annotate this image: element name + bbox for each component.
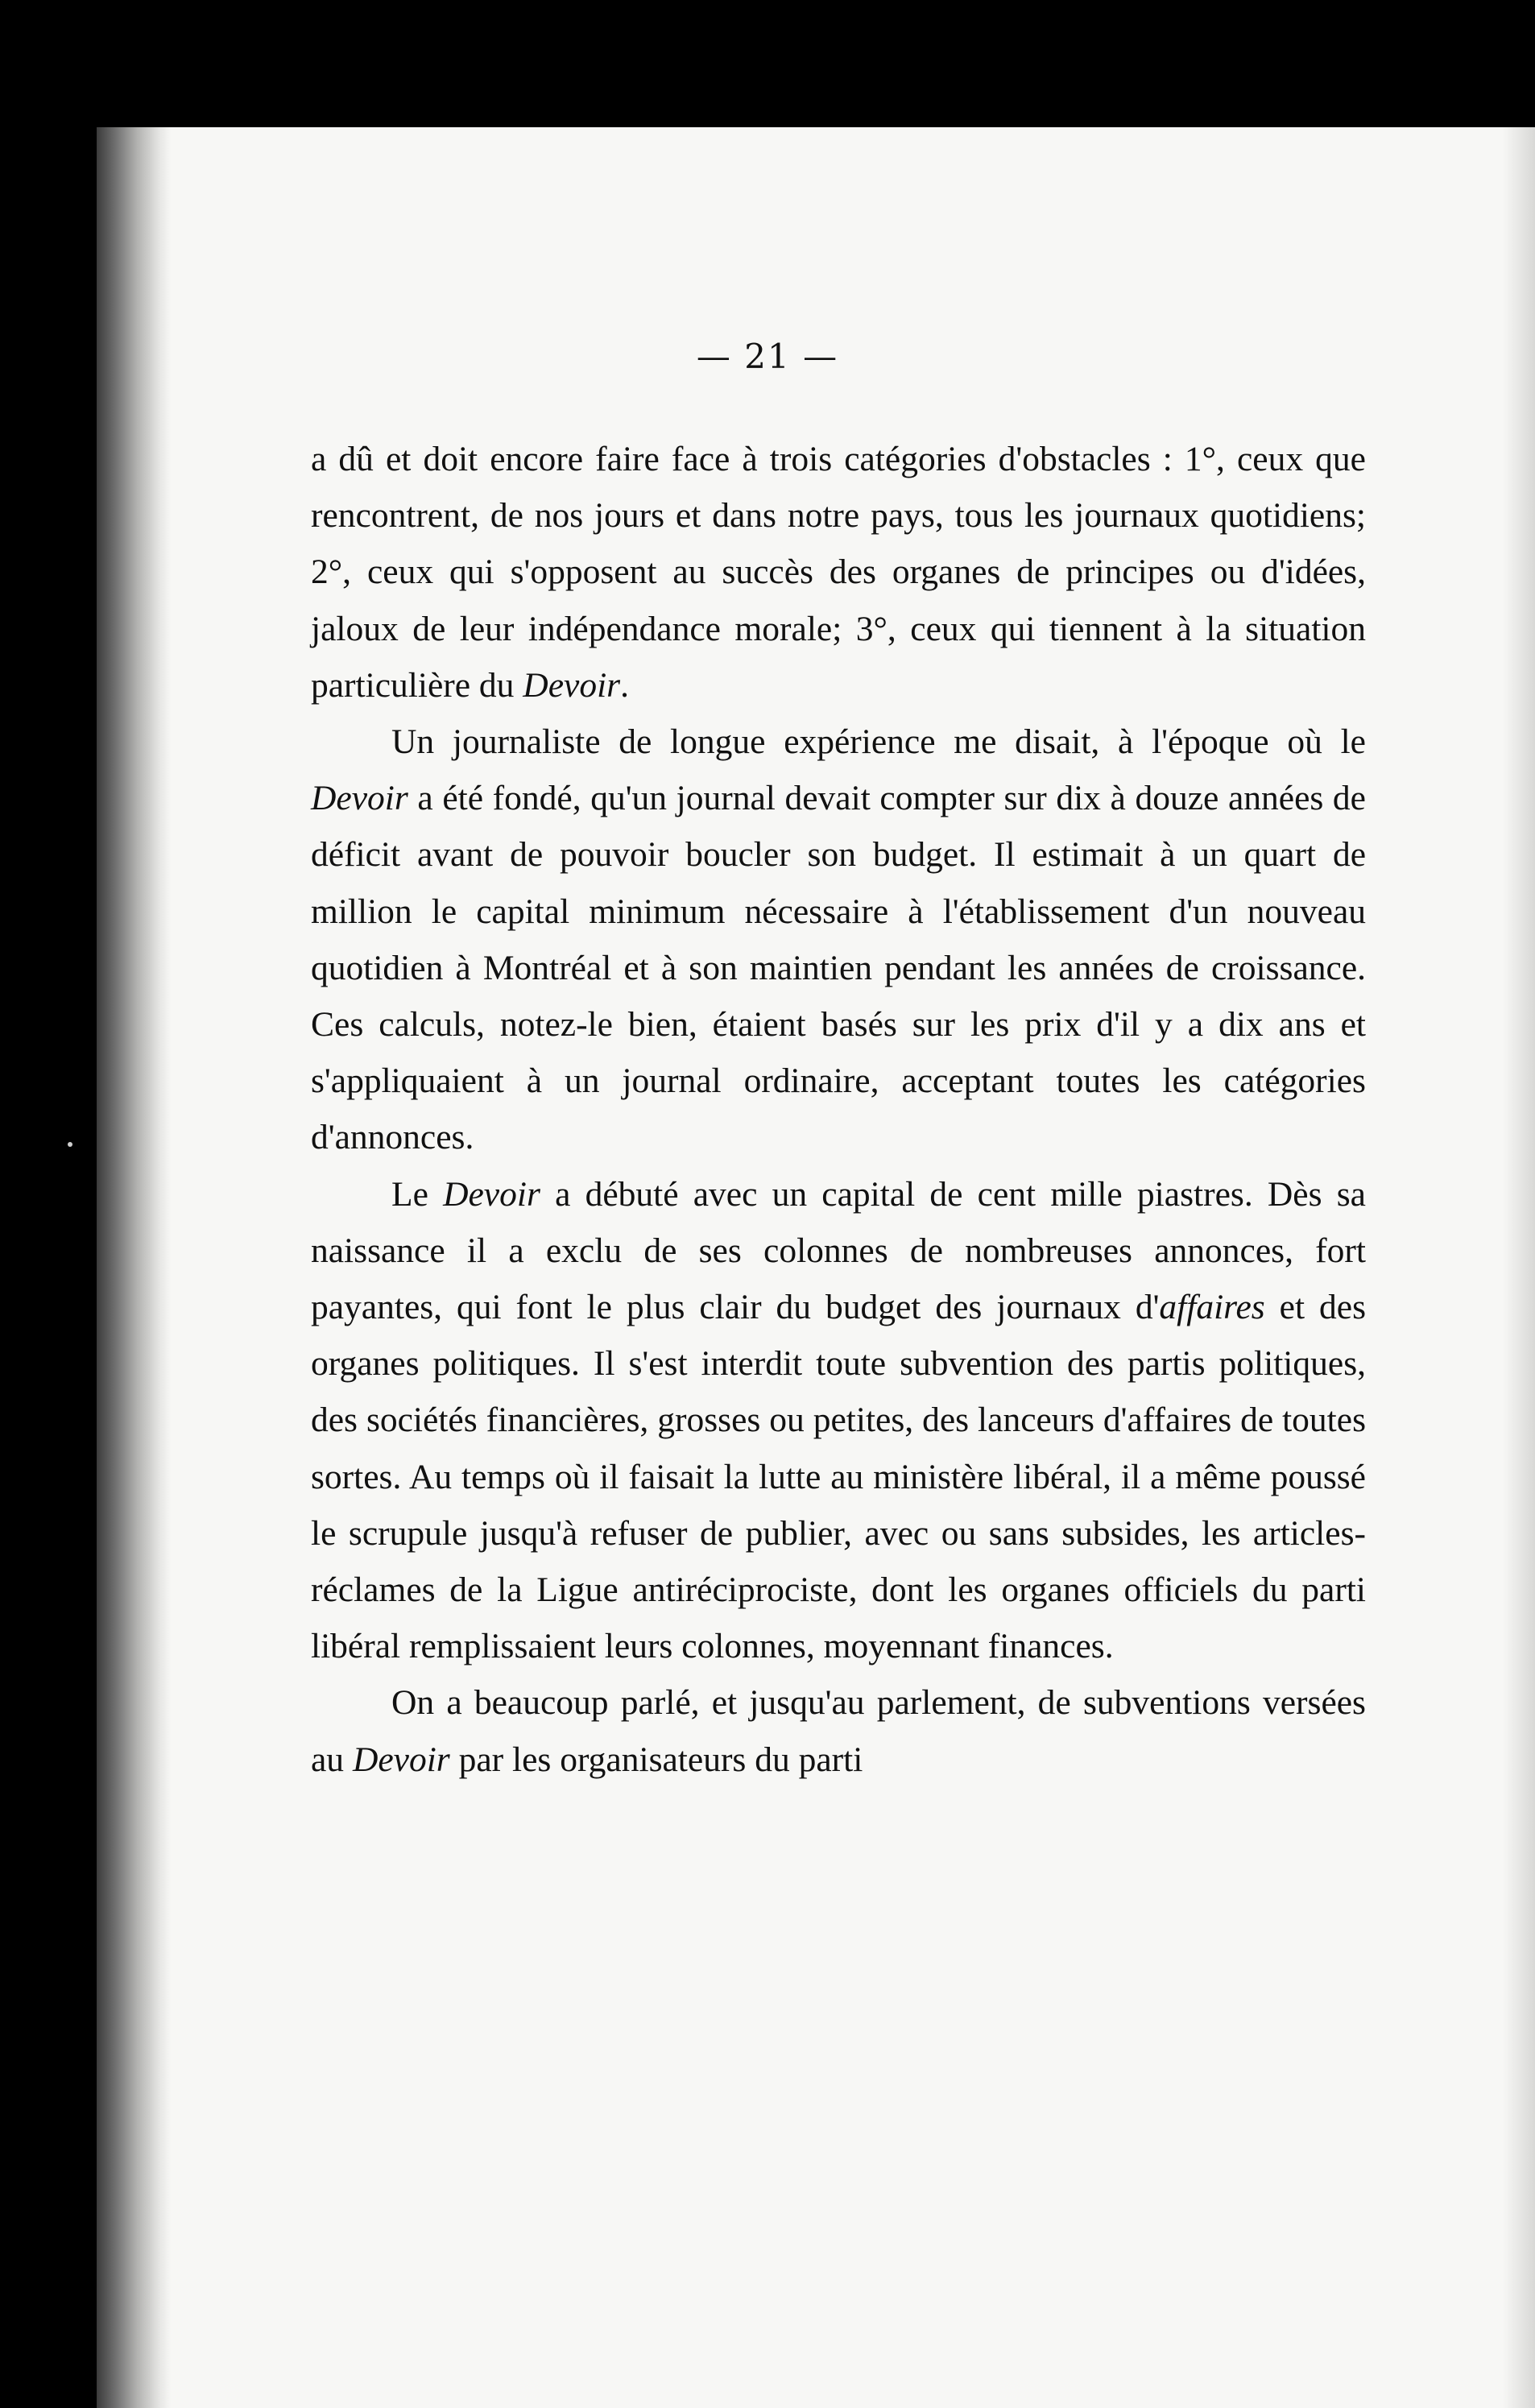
text-segment-italic: Devoir xyxy=(311,779,408,818)
paragraph xyxy=(311,714,1366,1166)
paragraph xyxy=(311,431,1366,714)
text-segment: et des organes politiques. Il s'est interdit toute subvention des partis politiques, des sociétés financières, grosses ou petites, des lanceurs d'affaires de toutes sortes. Au temps où il faisait la lutte au ministère libéral, il a même poussé le scrupule jusqu'à refuser de publier, avec ou sans subsides, les articles-réclames de la Ligue antiréciprociste, dont les organes officiels du parti libéral remplissaient leurs colonnes, moyennant finances. xyxy=(311,1288,1366,1666)
scan-speck xyxy=(68,1142,72,1147)
text-segment-italic: Devoir xyxy=(443,1174,540,1214)
text-segment-italic: affaires xyxy=(1159,1288,1265,1327)
text-segment-italic: Devoir xyxy=(523,665,621,705)
text-segment: a débuté avec un capital de cent mille piastres. Dès sa naissance il a exclu de ses colonnes de nombreuses annonces, fort payantes, qui font le plus clair du budget des journaux d' xyxy=(311,1174,1366,1327)
page-gutter-shadow xyxy=(97,127,171,2408)
paragraph xyxy=(311,1166,1366,1675)
text-segment: par les organisateurs du parti xyxy=(449,1740,863,1779)
body-text xyxy=(311,431,1366,1788)
page-right-edge xyxy=(1503,127,1535,2408)
text-segment: Le xyxy=(391,1174,444,1214)
text-segment-italic: Devoir xyxy=(352,1740,450,1779)
text-segment: Un journaliste de longue expérience me disait, à l'époque où le xyxy=(391,722,1366,762)
text-segment: a été fondé, qu'un journal devait compter sur dix à douze années de déficit avant de pouvoir boucler son budget. Il estimait à un quart de million le capital minimum nécessaire à l'établissement d'un nouveau quotidien à Montréal et à son maintien pendant les années de croissance. Ces calculs, notez-le bien, étaient basés sur les prix d'il y a dix ans et s'appliquaient à un journal ordinaire, acceptant toutes les catégories d'annonces. xyxy=(311,779,1366,1157)
text-segment: . xyxy=(620,665,629,705)
paragraph xyxy=(311,1674,1366,1787)
page-number: — 21 — xyxy=(696,337,839,376)
text-segment: a dû et doit encore faire face à trois catégories d'obstacles : 1°, ceux que rencontrent, de nos jours et dans notre pays, tous les journaux quotidiens; 2°, ceux qui s'opposent au succès des organes de principes ou d'idées, jaloux de leur indépendance morale; 3°, ceux qui tiennent à la situation particulière du xyxy=(311,440,1366,705)
text-segment: On a beaucoup parlé, et jusqu'au parlement, de subventions versées au xyxy=(311,1683,1366,1779)
scan-top-border xyxy=(0,0,1535,121)
